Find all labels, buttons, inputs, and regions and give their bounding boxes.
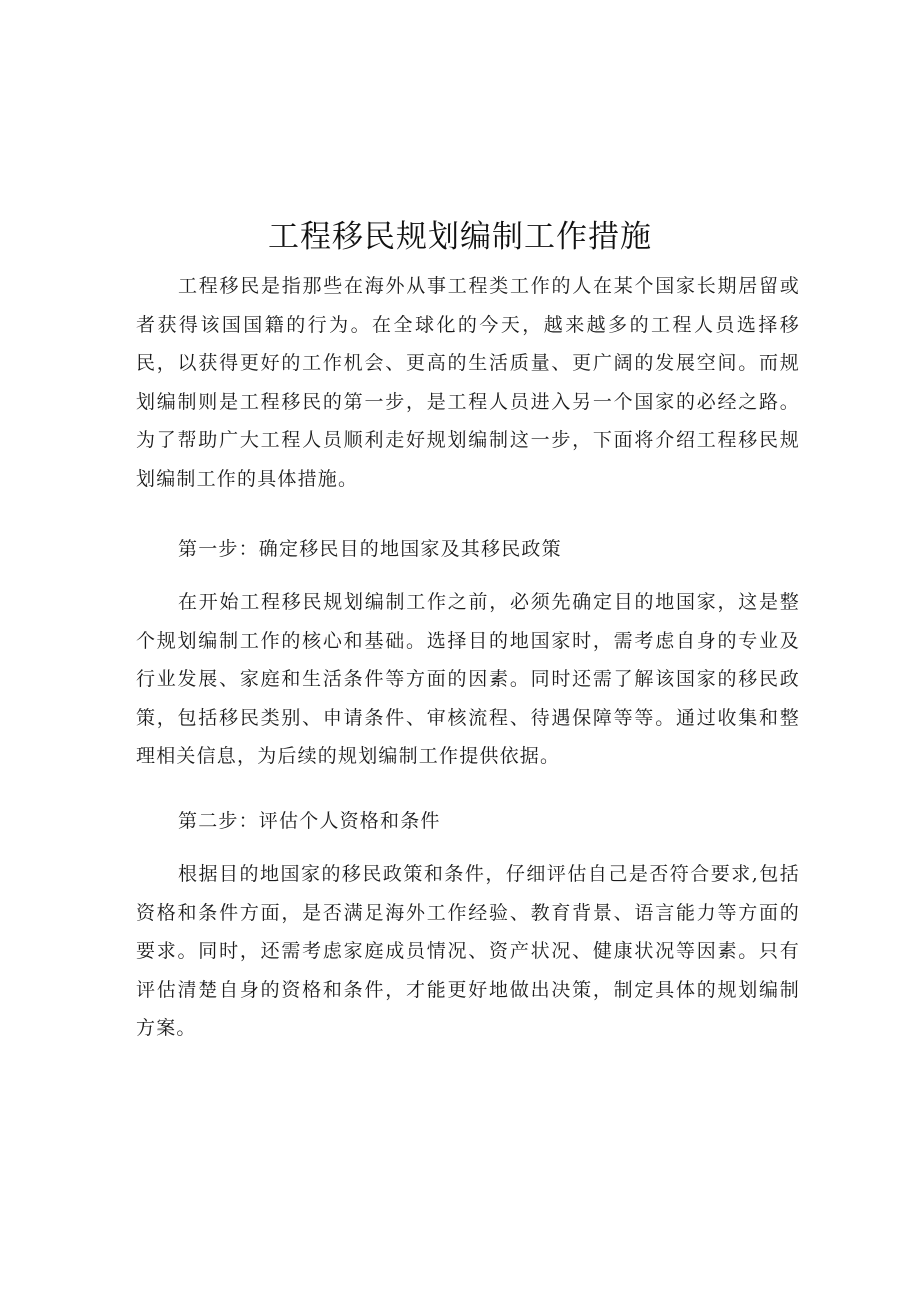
step1-paragraph: 在开始工程移民规划编制工作之前，必须先确定目的地国家，这是整个规划编制工作的核心和基础。选择目的地国家时，需考虑自身的专业及行业发展、家庭和生活条件等方面的因素。同时还需了解该国家的移民政策，包括移民类别、申请条件、审核流程、待遇保障等等。通过收集和整理相关信息，为后续的规划编制工作提供依据。	[136, 591, 800, 767]
step2-heading: 第二步：评估个人资格和条件	[178, 810, 441, 832]
intro-paragraph: 工程移民是指那些在海外从事工程类工作的人在某个国家长期居留或者获得该国国籍的行为。在全球化的今天，越来越多的工程人员选择移民，以获得更好的工作机会、更高的生活质量、更广阔的发展空间。而规划编制则是工程移民的第一步，是工程人员进入另一个国家的必经之路。为了帮助广大工程人员顺利走好规划编制这一步，下面将介绍工程移民规划编制工作的具体措施。	[136, 275, 800, 490]
step1-heading: 第一步：确定移民目的地国家及其移民政策	[178, 538, 562, 560]
step2-paragraph: 根据目的地国家的移民政策和条件，仔细评估自己是否符合要求,包括资格和条件方面，是否满足海外工作经验、教育背景、语言能力等方面的要求。同时，还需考虑家庭成员情况、资产状况、健康状况等因素。只有评估清楚自身的资格和条件，才能更好地做出决策，制定具体的规划编制方案。	[136, 863, 800, 1039]
document-title: 工程移民规划编制工作措施	[268, 219, 652, 255]
